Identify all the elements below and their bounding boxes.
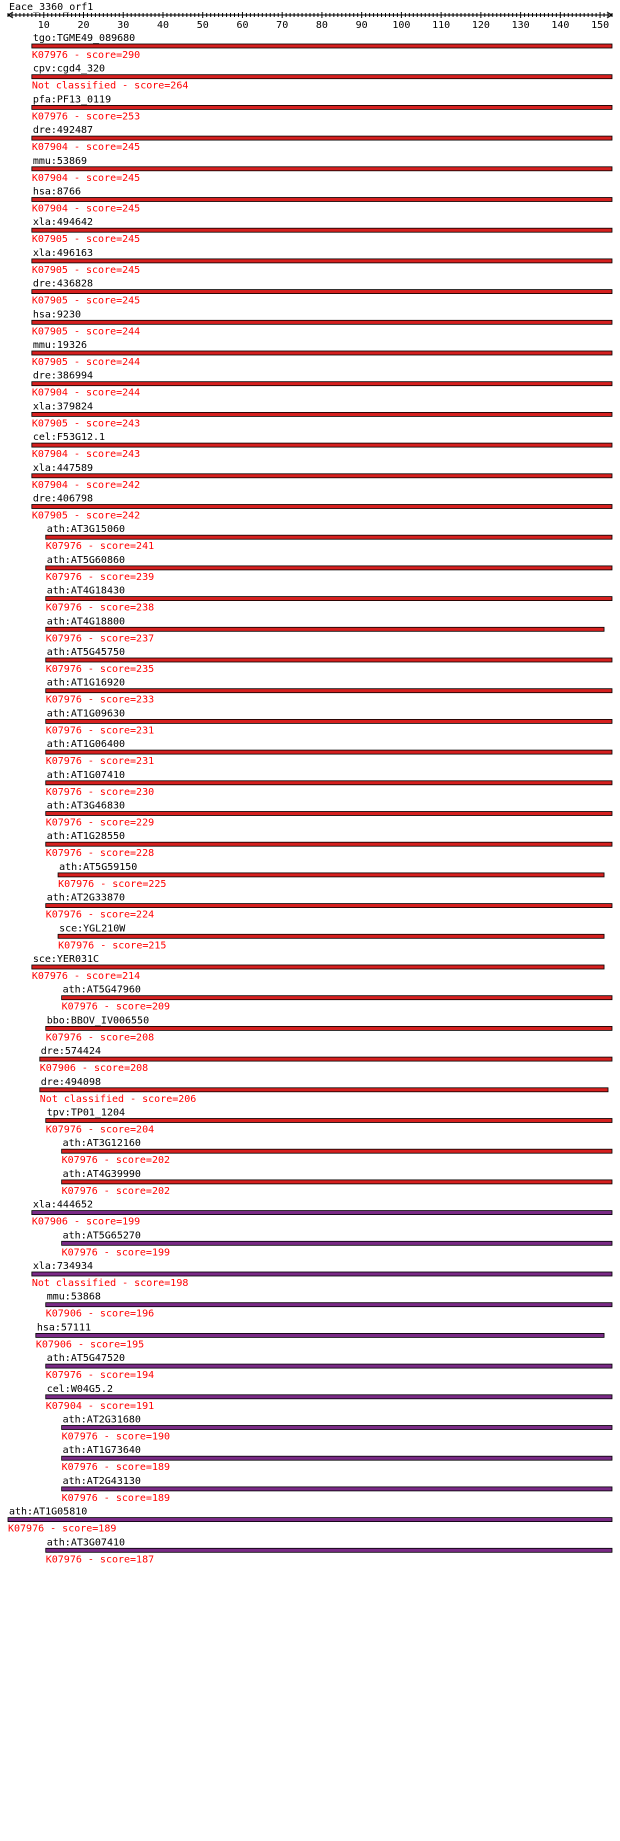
hit-alignment-bar[interactable] [32,44,612,48]
hit-name: xla:379824 [32,401,94,413]
hit-score-label: Not classified - score=264 [31,80,189,92]
hit-alignment-bar[interactable] [32,1272,612,1276]
hit-name: dre:406798 [32,493,94,505]
hit-alignment-bar[interactable] [46,781,612,785]
hit-alignment-bar[interactable] [32,1211,612,1215]
hit-name: cel:F53G12.1 [32,432,106,444]
axis-tick-label: 60 [236,20,249,31]
hit-score-label: K07906 - score=195 [35,1339,145,1351]
hit-alignment-bar[interactable] [46,719,612,723]
hit-name: ath:AT5G45750 [46,647,126,658]
hit-score-label: K07905 - score=245 [31,295,141,307]
hit-alignment-bar[interactable] [32,474,612,478]
hit-alignment-bar[interactable] [32,443,612,447]
hit-alignment-bar[interactable] [46,658,612,662]
hit-score-label: K07976 - score=253 [31,111,141,123]
hit-alignment-bar[interactable] [46,904,612,908]
axis-tick-label: 30 [117,20,130,31]
hit-alignment-bar[interactable] [46,1026,612,1030]
hit-score-label: K07904 - score=245 [31,172,141,184]
hit-name: sce:YER031C [32,954,100,965]
hit-alignment-bar[interactable] [46,535,612,539]
hit-name: ath:AT2G43130 [62,1475,141,1487]
hit-score-label: K07904 - score=244 [31,387,141,399]
hit-score-label: K07906 - score=199 [31,1216,141,1228]
hit-alignment-bar[interactable] [58,873,604,877]
hit-score-label: K07905 - score=244 [31,357,141,368]
hit-name: ath:AT5G47520 [46,1353,126,1365]
hit-alignment-bar[interactable] [46,627,604,631]
axis-tick-label: 40 [156,20,170,31]
hit-score-label: K07976 - score=239 [45,571,155,583]
hit-alignment-bar[interactable] [46,1548,612,1552]
axis-tick-label: 150 [591,20,610,31]
hit-score-label: K07906 - score=196 [45,1308,155,1320]
hit-score-label: K07976 - score=231 [45,725,155,737]
hit-name: cpv:cgd4_320 [32,63,106,75]
hit-score-label: K07976 - score=199 [61,1247,171,1259]
hit-score-label: K07904 - score=245 [31,142,141,154]
hit-name: hsa:8766 [32,186,82,198]
hit-score-label: K07904 - score=191 [45,1400,155,1412]
hit-alignment-bar[interactable] [32,965,604,969]
hit-name: ath:AT5G60860 [46,554,126,566]
hit-alignment-bar[interactable] [62,1487,612,1491]
hit-score-label: Not classified - score=198 [31,1278,189,1289]
hit-name: bbo:BBOV_IV006550 [46,1015,150,1027]
hit-name: ath:AT1G16920 [46,677,126,689]
hit-name: xla:494642 [32,217,94,229]
hit-alignment-bar[interactable] [62,1456,612,1460]
hit-name: ath:AT3G46830 [46,800,126,812]
hit-alignment-bar[interactable] [46,750,612,754]
hit-score-label: K07976 - score=187 [45,1554,155,1566]
hit-alignment-bar[interactable] [46,1119,612,1123]
hit-score-label: K07976 - score=228 [45,848,155,860]
hit-name: hsa:57111 [36,1322,92,1334]
hit-alignment-bar[interactable] [46,1364,612,1368]
hit-alignment-bar[interactable] [32,136,612,140]
hit-name: sce:YGL210W [59,923,126,935]
hit-name: mmu:53869 [32,155,88,167]
hit-alignment-bar[interactable] [62,1149,612,1153]
hit-name: ath:AT1G73640 [62,1445,141,1457]
hit-name: dre:492487 [32,125,94,137]
hit-alignment-bar[interactable] [32,320,612,324]
hit-name: ath:AT1G09630 [46,708,126,720]
hit-alignment-bar[interactable] [40,1088,608,1092]
hit-score-label: K07905 - score=245 [31,234,141,246]
hit-alignment-bar[interactable] [32,167,612,171]
hit-list [8,33,612,1565]
hit-name: ath:AT5G59150 [59,861,138,873]
hit-name: ath:AT4G18800 [46,616,126,628]
hit-name: ath:AT3G15060 [46,524,126,536]
hit-alignment-bar[interactable] [32,198,612,202]
axis-tick-label: 70 [276,20,289,31]
hit-score-label: K07976 - score=208 [45,1032,155,1044]
hit-name: xla:447589 [32,462,94,474]
hit-name: ath:AT4G39990 [62,1168,141,1180]
hit-name: ath:AT3G07410 [46,1537,126,1549]
hit-name: dre:386994 [32,370,94,382]
hit-score-label: K07905 - score=242 [31,510,141,522]
axis-tick-label: 130 [511,20,530,31]
hit-alignment-bar[interactable] [40,1057,612,1061]
hit-alignment-bar[interactable] [62,1180,612,1184]
axis-tick-label: 20 [77,20,90,31]
hit-name: xla:496163 [32,247,94,259]
hit-score-label: K07976 - score=214 [31,971,141,982]
hit-name: dre:574424 [40,1046,102,1058]
hit-score-label: K07976 - score=194 [45,1370,155,1382]
hit-alignment-bar[interactable] [32,351,612,355]
hit-name: ath:AT3G12160 [62,1138,141,1150]
hit-score-label: K07976 - score=189 [8,1523,117,1535]
hit-alignment-bar[interactable] [8,1518,612,1522]
hit-name: ath:AT5G65270 [62,1230,141,1242]
hit-score-label: K07976 - score=202 [61,1155,171,1167]
hit-score-label: K07976 - score=204 [45,1124,155,1136]
hit-name: ath:AT2G33870 [46,892,126,904]
hit-name: ath:AT1G28550 [46,831,126,843]
hit-score-label: K07976 - score=224 [45,909,155,921]
hit-name: ath:AT1G06400 [46,739,126,751]
hit-alignment-bar[interactable] [46,689,612,693]
hit-alignment-bar[interactable] [62,996,612,1000]
hit-score-label: K07976 - score=209 [61,1001,171,1013]
hit-score-label: K07976 - score=233 [45,694,155,706]
hit-alignment-bar[interactable] [46,842,612,846]
axis-tick-label: 10 [37,20,50,31]
hit-name: mmu:19326 [32,340,88,351]
hit-score-label: K07976 - score=235 [45,664,155,675]
hit-alignment-bar[interactable] [62,1241,612,1245]
axis-tick-label: 90 [355,20,368,31]
hit-score-label: K07905 - score=243 [31,418,141,430]
hit-alignment-bar[interactable] [32,259,612,263]
hit-alignment-bar[interactable] [32,228,612,232]
hit-score-label: K07904 - score=242 [31,479,141,491]
hit-name: cel:W04G5.2 [46,1383,113,1395]
hit-score-label: K07976 - score=229 [45,817,155,829]
hit-name: ath:AT5G47960 [62,984,141,996]
hit-name: dre:494098 [40,1076,102,1088]
hit-alignment-bar[interactable] [46,1395,612,1399]
hit-alignment-bar[interactable] [36,1333,604,1337]
hit-name: ath:AT1G07410 [46,769,126,781]
hit-alignment-bar[interactable] [32,412,612,416]
hit-score-label: K07906 - score=208 [39,1063,149,1075]
hit-alignment-bar[interactable] [32,505,612,509]
hit-name: ath:AT1G05810 [9,1506,88,1518]
hit-score-label: K07976 - score=237 [45,633,155,645]
hit-name: ath:AT4G18430 [46,585,126,597]
axis-tick-label: 80 [315,20,328,31]
axis-tick-label: 50 [196,20,209,31]
hit-alignment-bar[interactable] [46,566,612,570]
hit-name: tpv:TP01_1204 [46,1107,126,1119]
hit-alignment-bar[interactable] [32,75,612,79]
hit-score-label: K07976 - score=231 [45,756,155,768]
hit-alignment-bar[interactable] [46,1303,612,1307]
hit-score-label: K07904 - score=243 [31,449,141,461]
hit-alignment-bar[interactable] [32,382,612,386]
hit-score-label: K07976 - score=225 [58,878,167,890]
hit-score-label: K07905 - score=245 [31,264,141,276]
hit-score-label: K07976 - score=290 [31,50,141,61]
hit-name: tgo:TGME49_089680 [32,33,136,44]
hit-name: mmu:53868 [46,1291,101,1303]
hit-score-label: K07976 - score=189 [61,1462,171,1474]
hit-alignment-bar[interactable] [58,934,604,938]
hit-name: ath:AT2G31680 [62,1414,141,1426]
hit-alignment-bar[interactable] [62,1426,612,1430]
hit-name: xla:734934 [32,1261,94,1272]
hit-alignment-bar[interactable] [46,812,612,816]
hit-alignment-bar[interactable] [32,290,612,294]
hit-name: pfa:PF13_0119 [32,94,112,106]
axis-tick-label: 120 [471,20,490,31]
hit-score-label: K07904 - score=245 [31,203,141,215]
diagram-title: Eace_3360_orf1 [9,2,94,13]
sequence-axis [8,12,612,31]
hit-score-label: K07976 - score=230 [45,786,155,798]
axis-tick-label: 110 [432,20,451,31]
hit-score-label: K07976 - score=238 [45,602,155,614]
axis-tick-label: 100 [392,20,411,31]
hit-name: dre:436828 [32,278,94,290]
hit-score-label: K07976 - score=189 [61,1492,171,1504]
hit-score-label: K07976 - score=202 [61,1185,171,1197]
hit-score-label: K07976 - score=215 [58,940,167,952]
hit-name: xla:444652 [32,1199,94,1211]
hit-score-label: K07976 - score=190 [61,1431,171,1443]
hit-name: hsa:9230 [32,309,82,321]
hit-score-label: K07905 - score=244 [31,326,141,338]
hit-alignment-bar[interactable] [32,105,612,109]
hit-score-label: K07976 - score=241 [45,541,155,553]
hit-alignment-bar[interactable] [46,597,612,601]
hit-score-label: Not classified - score=206 [39,1093,197,1105]
axis-tick-label: 140 [551,20,570,31]
